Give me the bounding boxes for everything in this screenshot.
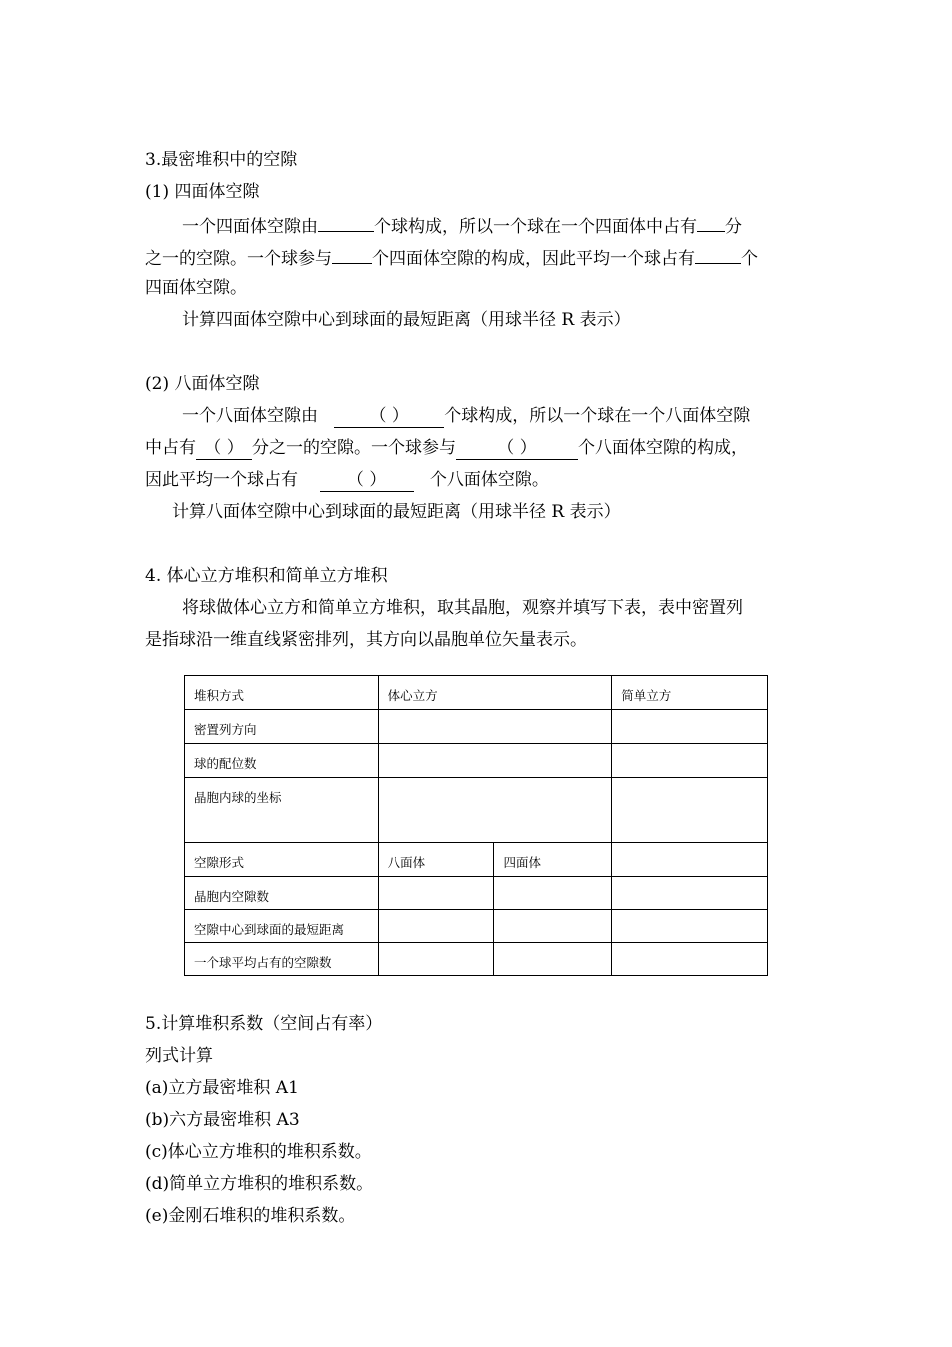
table-input-cell[interactable] (612, 843, 768, 877)
table-input-cell[interactable] (378, 910, 494, 943)
item-c: (c)体心立方堆积的堆积系数。 (145, 1142, 372, 1162)
table-input-cell[interactable] (494, 910, 612, 943)
fill-blank[interactable] (332, 245, 372, 264)
table-row (185, 943, 768, 976)
text: 中占有 (145, 438, 196, 458)
table-header-cell: 堆积方式 (185, 676, 379, 710)
table-subheader-cell: 四面体 (494, 843, 612, 877)
fill-blank[interactable]: （ ） (456, 437, 578, 460)
fill-blank[interactable]: （ ） (196, 437, 252, 460)
table-input-cell[interactable] (494, 943, 612, 976)
section-3-title: 3.最密堆积中的空隙 (145, 150, 298, 170)
table-input-cell[interactable] (612, 877, 768, 910)
table-input-cell[interactable] (612, 778, 768, 843)
table-row (185, 676, 768, 710)
text: 个八面体空隙。 (429, 470, 549, 490)
text: 分之一的空隙。一个球参与 (252, 438, 456, 458)
text: 一个四面体空隙由 (182, 217, 318, 237)
text: 个球构成，所以一个球在一个四面体中占有 (374, 217, 697, 237)
table-row (185, 744, 768, 778)
tetra-paragraph-line-2 (145, 245, 825, 270)
item-d: (d)简单立方堆积的堆积系数。 (145, 1174, 374, 1194)
text: 个八面体空隙的构成， (578, 438, 748, 458)
table-row-label: 球的配位数 (185, 744, 379, 778)
section-4-paragraph-line-1: 将球做体心立方和简单立方堆积，取其晶胞，观察并填写下表，表中密置列 (182, 598, 743, 618)
text: 分 (725, 217, 742, 237)
text: 个四面体空隙的构成，因此平均一个球占有 (372, 249, 695, 269)
item-a: (a)立方最密堆积 A1 (145, 1078, 299, 1098)
table-input-cell[interactable] (612, 910, 768, 943)
table-input-cell[interactable] (378, 744, 612, 778)
tetra-calc-prompt: 计算四面体空隙中心到球面的最短距离（用球半径 R 表示） (182, 310, 631, 330)
table-input-cell[interactable] (378, 877, 494, 910)
text: 个 (741, 249, 758, 269)
table-input-cell[interactable] (612, 943, 768, 976)
text: 因此平均一个球占有 (145, 470, 298, 490)
octa-paragraph-line-1 (182, 405, 862, 428)
table-row (185, 710, 768, 744)
item-b: (b)六方最密堆积 A3 (145, 1110, 300, 1130)
table-input-cell[interactable] (494, 877, 612, 910)
stacking-table (184, 675, 768, 976)
table-row-label: 一个球平均占有的空隙数 (185, 943, 379, 976)
section-4-title: 4. 体心立方堆积和简单立方堆积 (145, 566, 388, 586)
table-input-cell[interactable] (378, 943, 494, 976)
tetra-paragraph-line-1 (182, 213, 862, 238)
section-5-subtitle: 列式计算 (145, 1046, 213, 1066)
table-row-label: 密置列方向 (185, 710, 379, 744)
section-5-title: 5.计算堆积系数（空间占有率） (145, 1014, 383, 1034)
fill-blank[interactable] (318, 213, 374, 232)
fill-blank[interactable]: （ ） (334, 405, 444, 428)
fill-blank[interactable]: （ ） (320, 469, 414, 492)
subsection-tetrahedral: (1) 四面体空隙 (145, 182, 260, 202)
table-row-label: 晶胞内球的坐标 (185, 778, 379, 843)
octa-paragraph-line-3 (145, 469, 825, 492)
table-input-cell[interactable] (378, 710, 612, 744)
table-input-cell[interactable] (612, 744, 768, 778)
table-row (185, 843, 768, 877)
subsection-octahedral: (2) 八面体空隙 (145, 374, 260, 394)
fill-blank[interactable] (695, 245, 741, 264)
table-header-cell: 体心立方 (378, 676, 612, 710)
table-row (185, 910, 768, 943)
octa-calc-prompt: 计算八面体空隙中心到球面的最短距离（用球半径 R 表示） (172, 502, 621, 522)
octa-paragraph-line-2 (145, 437, 825, 460)
fill-blank[interactable] (697, 213, 725, 232)
table-row-label: 空隙形式 (185, 843, 379, 877)
table-row-label: 空隙中心到球面的最短距离 (185, 910, 379, 943)
text: 之一的空隙。一个球参与 (145, 249, 332, 269)
item-e: (e)金刚石堆积的堆积系数。 (145, 1206, 356, 1226)
table-row-label: 晶胞内空隙数 (185, 877, 379, 910)
table-input-cell[interactable] (612, 710, 768, 744)
tetra-paragraph-line-3: 四面体空隙。 (145, 278, 247, 298)
table-subheader-cell: 八面体 (378, 843, 494, 877)
table-row (185, 877, 768, 910)
text: 个球构成，所以一个球在一个八面体空隙 (444, 406, 751, 426)
table-input-cell[interactable] (378, 778, 612, 843)
table-header-cell: 简单立方 (612, 676, 768, 710)
section-4-paragraph-line-2: 是指球沿一维直线紧密排列，其方向以晶胞单位矢量表示。 (145, 630, 587, 650)
table-row (185, 778, 768, 843)
text: 一个八面体空隙由 (182, 406, 318, 426)
